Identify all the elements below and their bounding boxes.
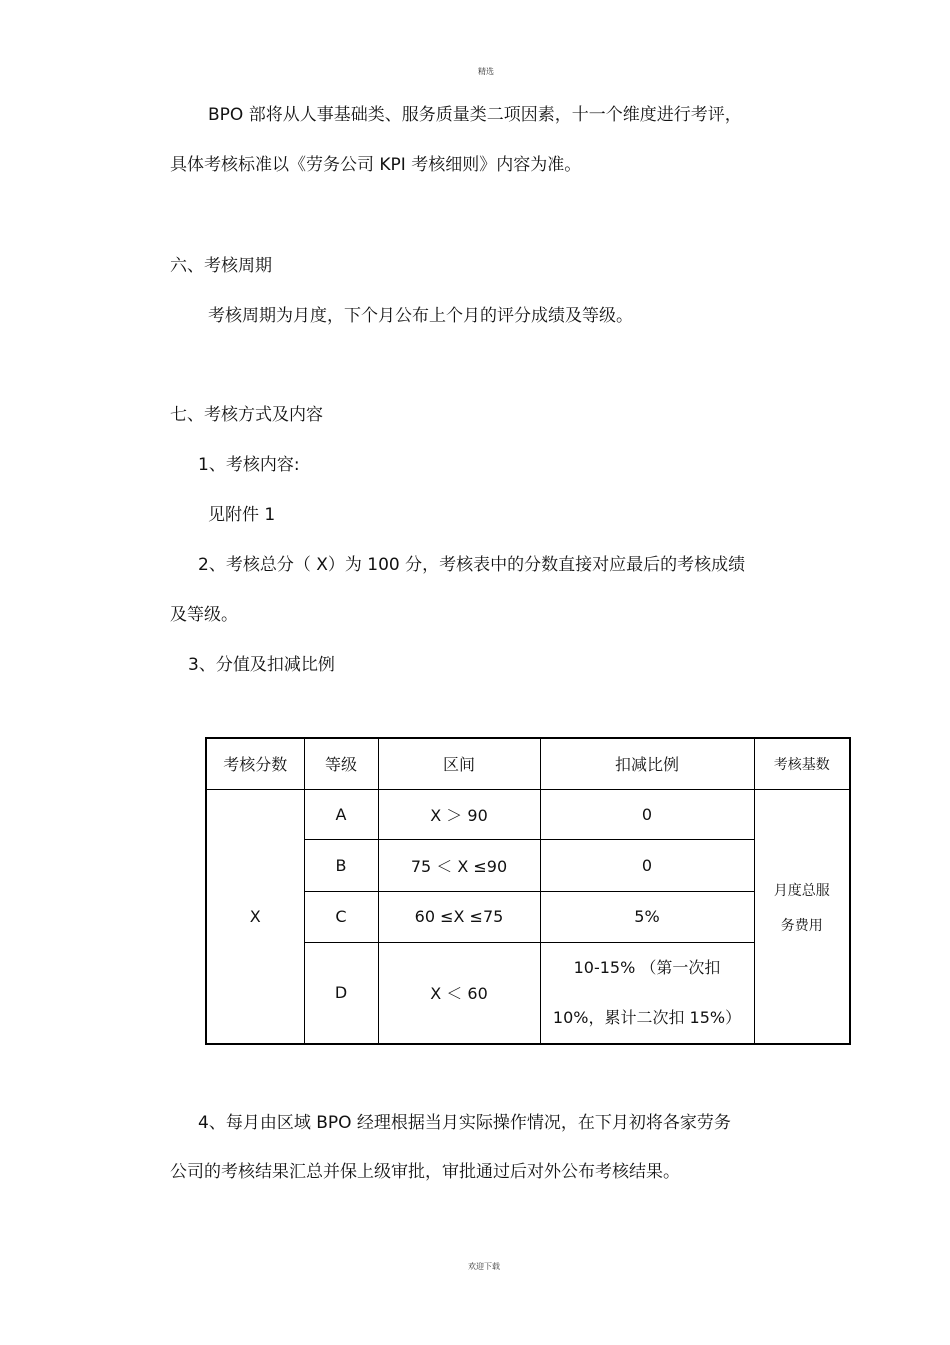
section-6-body: 考核周期为月度，下个月公布上个月的评分成绩及等级。 [208,306,633,326]
grade-cell: A [304,789,378,839]
item-4-line-2: 公司的考核结果汇总并保上级审批，审批通过后对外公布考核结果。 [170,1162,680,1182]
header-score: 考核分数 [206,738,304,789]
item-1-body: 见附件 1 [208,505,276,525]
deduction-cell: 0 [540,839,754,891]
deduction-cell: 5% [540,891,754,942]
deduction-line-1: 10-15% （第一次扣 [573,957,721,977]
header-mark: 精选 [478,67,494,76]
grade-cell: C [304,891,378,942]
header-deduction: 扣减比例 [540,738,754,789]
section-6-title: 六、考核周期 [170,256,272,276]
base-line-1: 月度总服 [773,883,830,899]
item-1-title: 1、考核内容: [198,455,300,475]
item-4-line-1: 4、每月由区域 BPO 经理根据当月实际操作情况，在下月初将各家劳务 [198,1113,731,1133]
header-range: 区间 [378,738,540,789]
grade-cell: B [304,839,378,891]
item-3-title: 3、分值及扣减比例 [188,655,335,675]
range-cell: X ＜ 60 [378,942,540,1044]
deduction-cell: 0 [540,789,754,839]
section-7-title: 七、考核方式及内容 [170,405,323,425]
item-2-line-2: 及等级。 [170,605,238,625]
paragraph-1-line-2: 具体考核标准以《劳务公司 KPI 考核细则》内容为准。 [170,155,582,175]
grade-cell: D [304,942,378,1044]
deduction-cell [540,942,754,1044]
range-cell: 60 ≤X ≤75 [378,891,540,942]
header-base: 考核基数 [754,738,850,789]
base-line-2: 务费用 [780,918,823,934]
deduction-line-2: 10%，累计二次扣 15%） [552,1007,742,1027]
table-header-row [206,738,850,789]
score-cell: X [206,789,304,1044]
table-row [206,789,850,839]
item-2-line-1: 2、考核总分（ X）为 100 分，考核表中的分数直接对应最后的考核成绩 [198,555,746,575]
range-cell: 75 ＜ X ≤90 [378,839,540,891]
base-cell [754,789,850,1044]
score-deduction-table [205,737,851,1045]
footer-mark: 欢迎下载 [468,1262,500,1271]
paragraph-1-line-1: BPO 部将从人事基础类、服务质量类二项因素，十一个维度进行考评， [208,105,742,125]
header-grade: 等级 [304,738,378,789]
range-cell: X ＞ 90 [378,789,540,839]
